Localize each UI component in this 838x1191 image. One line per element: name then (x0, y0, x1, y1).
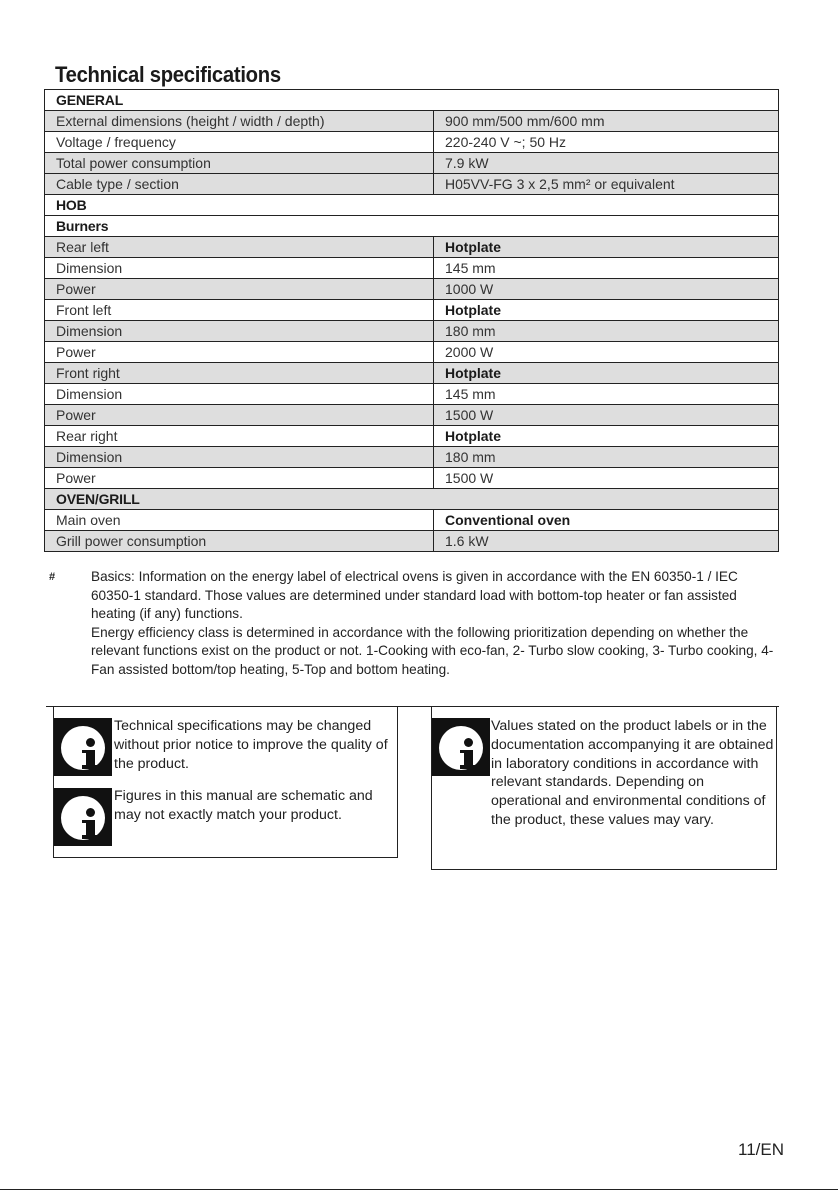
specifications-table (44, 89, 779, 552)
table-row (45, 426, 779, 447)
footnote-mark: # (49, 571, 56, 583)
spec-label: Dimension (45, 321, 434, 342)
spec-value: 220-240 V ~; 50 Hz (434, 132, 779, 153)
table-row (45, 342, 779, 363)
info-text-figures: Figures in this manual are schematic and may not exactly match your product. (114, 788, 373, 823)
table-row (45, 510, 779, 531)
spec-label: Power (45, 405, 434, 426)
spec-label: Cable type / section (45, 174, 434, 195)
spec-value: 180 mm (434, 321, 779, 342)
spec-label: Front left (45, 300, 434, 321)
section-heading: HOB (45, 195, 779, 216)
table-row (45, 363, 779, 384)
section-header-oven-grill (45, 489, 779, 510)
spec-value: 7.9 kW (434, 153, 779, 174)
info-box-left (53, 706, 398, 858)
spec-value: 1000 W (434, 279, 779, 300)
spec-label: Power (45, 342, 434, 363)
table-row (45, 447, 779, 468)
table-row (45, 279, 779, 300)
table-row (45, 468, 779, 489)
spec-value: 1500 W (434, 468, 779, 489)
spec-value: 900 mm/500 mm/600 mm (434, 111, 779, 132)
spec-value: H05VV-FG 3 x 2,5 mm² or equivalent (434, 174, 779, 195)
spec-label: Front right (45, 363, 434, 384)
info-icon (54, 718, 112, 776)
footnote-paragraph-1: Basics: Information on the energy label of electrical ovens is given in accordance with the EN 60350-1 / IEC 60350-1 standard. Those values are determined under standard load with bottom-top heater or fan assisted heating (if any) functions. (91, 569, 738, 622)
section-heading: OVEN/GRILL (45, 489, 779, 510)
spec-value: 1500 W (434, 405, 779, 426)
table-row (45, 300, 779, 321)
spec-value: Hotplate (434, 237, 779, 258)
table-row (45, 321, 779, 342)
spec-value: 1.6 kW (434, 531, 779, 552)
spec-label: Total power consumption (45, 153, 434, 174)
table-row (45, 111, 779, 132)
table-row (45, 237, 779, 258)
spec-label: Dimension (45, 447, 434, 468)
section-heading: GENERAL (45, 90, 779, 111)
subsection-header-burners (45, 216, 779, 237)
subsection-heading: Burners (45, 216, 779, 237)
info-text-values: Values stated on the product labels or in the documentation accompanying it are obtained in laboratory conditions in accordance with relevant standards. Depending on operational and environmental conditions of the product, these values may vary. (491, 718, 774, 828)
spec-label: Dimension (45, 258, 434, 279)
spec-label: Power (45, 468, 434, 489)
info-box-right (431, 706, 777, 870)
table-row (45, 405, 779, 426)
spec-value: Hotplate (434, 363, 779, 384)
section-header-general (45, 90, 779, 111)
spec-label: Voltage / frequency (45, 132, 434, 153)
footnote (45, 568, 780, 680)
spec-label: Grill power consumption (45, 531, 434, 552)
spec-value: Conventional oven (434, 510, 779, 531)
spec-value: 145 mm (434, 258, 779, 279)
bottom-divider (0, 1189, 838, 1190)
table-row (45, 132, 779, 153)
page-title: Technical specifications (55, 62, 281, 87)
footnote-paragraph-2: Energy efficiency class is determined in accordance with the following prioritization depending on whether the relevant functions exist on the product or not. 1-Cooking with eco-fan, 2- Turbo slow cooking, 3- Turbo cooking, 4- Fan assisted bottom/top heating, 5-Top and bottom heating. (91, 624, 774, 677)
info-icon (54, 788, 112, 846)
spec-value: 180 mm (434, 447, 779, 468)
info-text-spec-change: Technical specifications may be changed without prior notice to improve the quality of the product. (114, 718, 388, 772)
spec-label: External dimensions (height / width / depth) (45, 111, 434, 132)
spec-value: Hotplate (434, 300, 779, 321)
table-row (45, 153, 779, 174)
table-row (45, 258, 779, 279)
spec-label: Rear right (45, 426, 434, 447)
spec-label: Power (45, 279, 434, 300)
spec-value: Hotplate (434, 426, 779, 447)
spec-label: Dimension (45, 384, 434, 405)
spec-value: 2000 W (434, 342, 779, 363)
spec-label: Rear left (45, 237, 434, 258)
table-row (45, 174, 779, 195)
info-icon (432, 718, 490, 776)
table-row (45, 531, 779, 552)
table-row (45, 384, 779, 405)
section-header-hob (45, 195, 779, 216)
spec-label: Main oven (45, 510, 434, 531)
page-number: 11/EN (738, 1140, 784, 1159)
spec-value: 145 mm (434, 384, 779, 405)
